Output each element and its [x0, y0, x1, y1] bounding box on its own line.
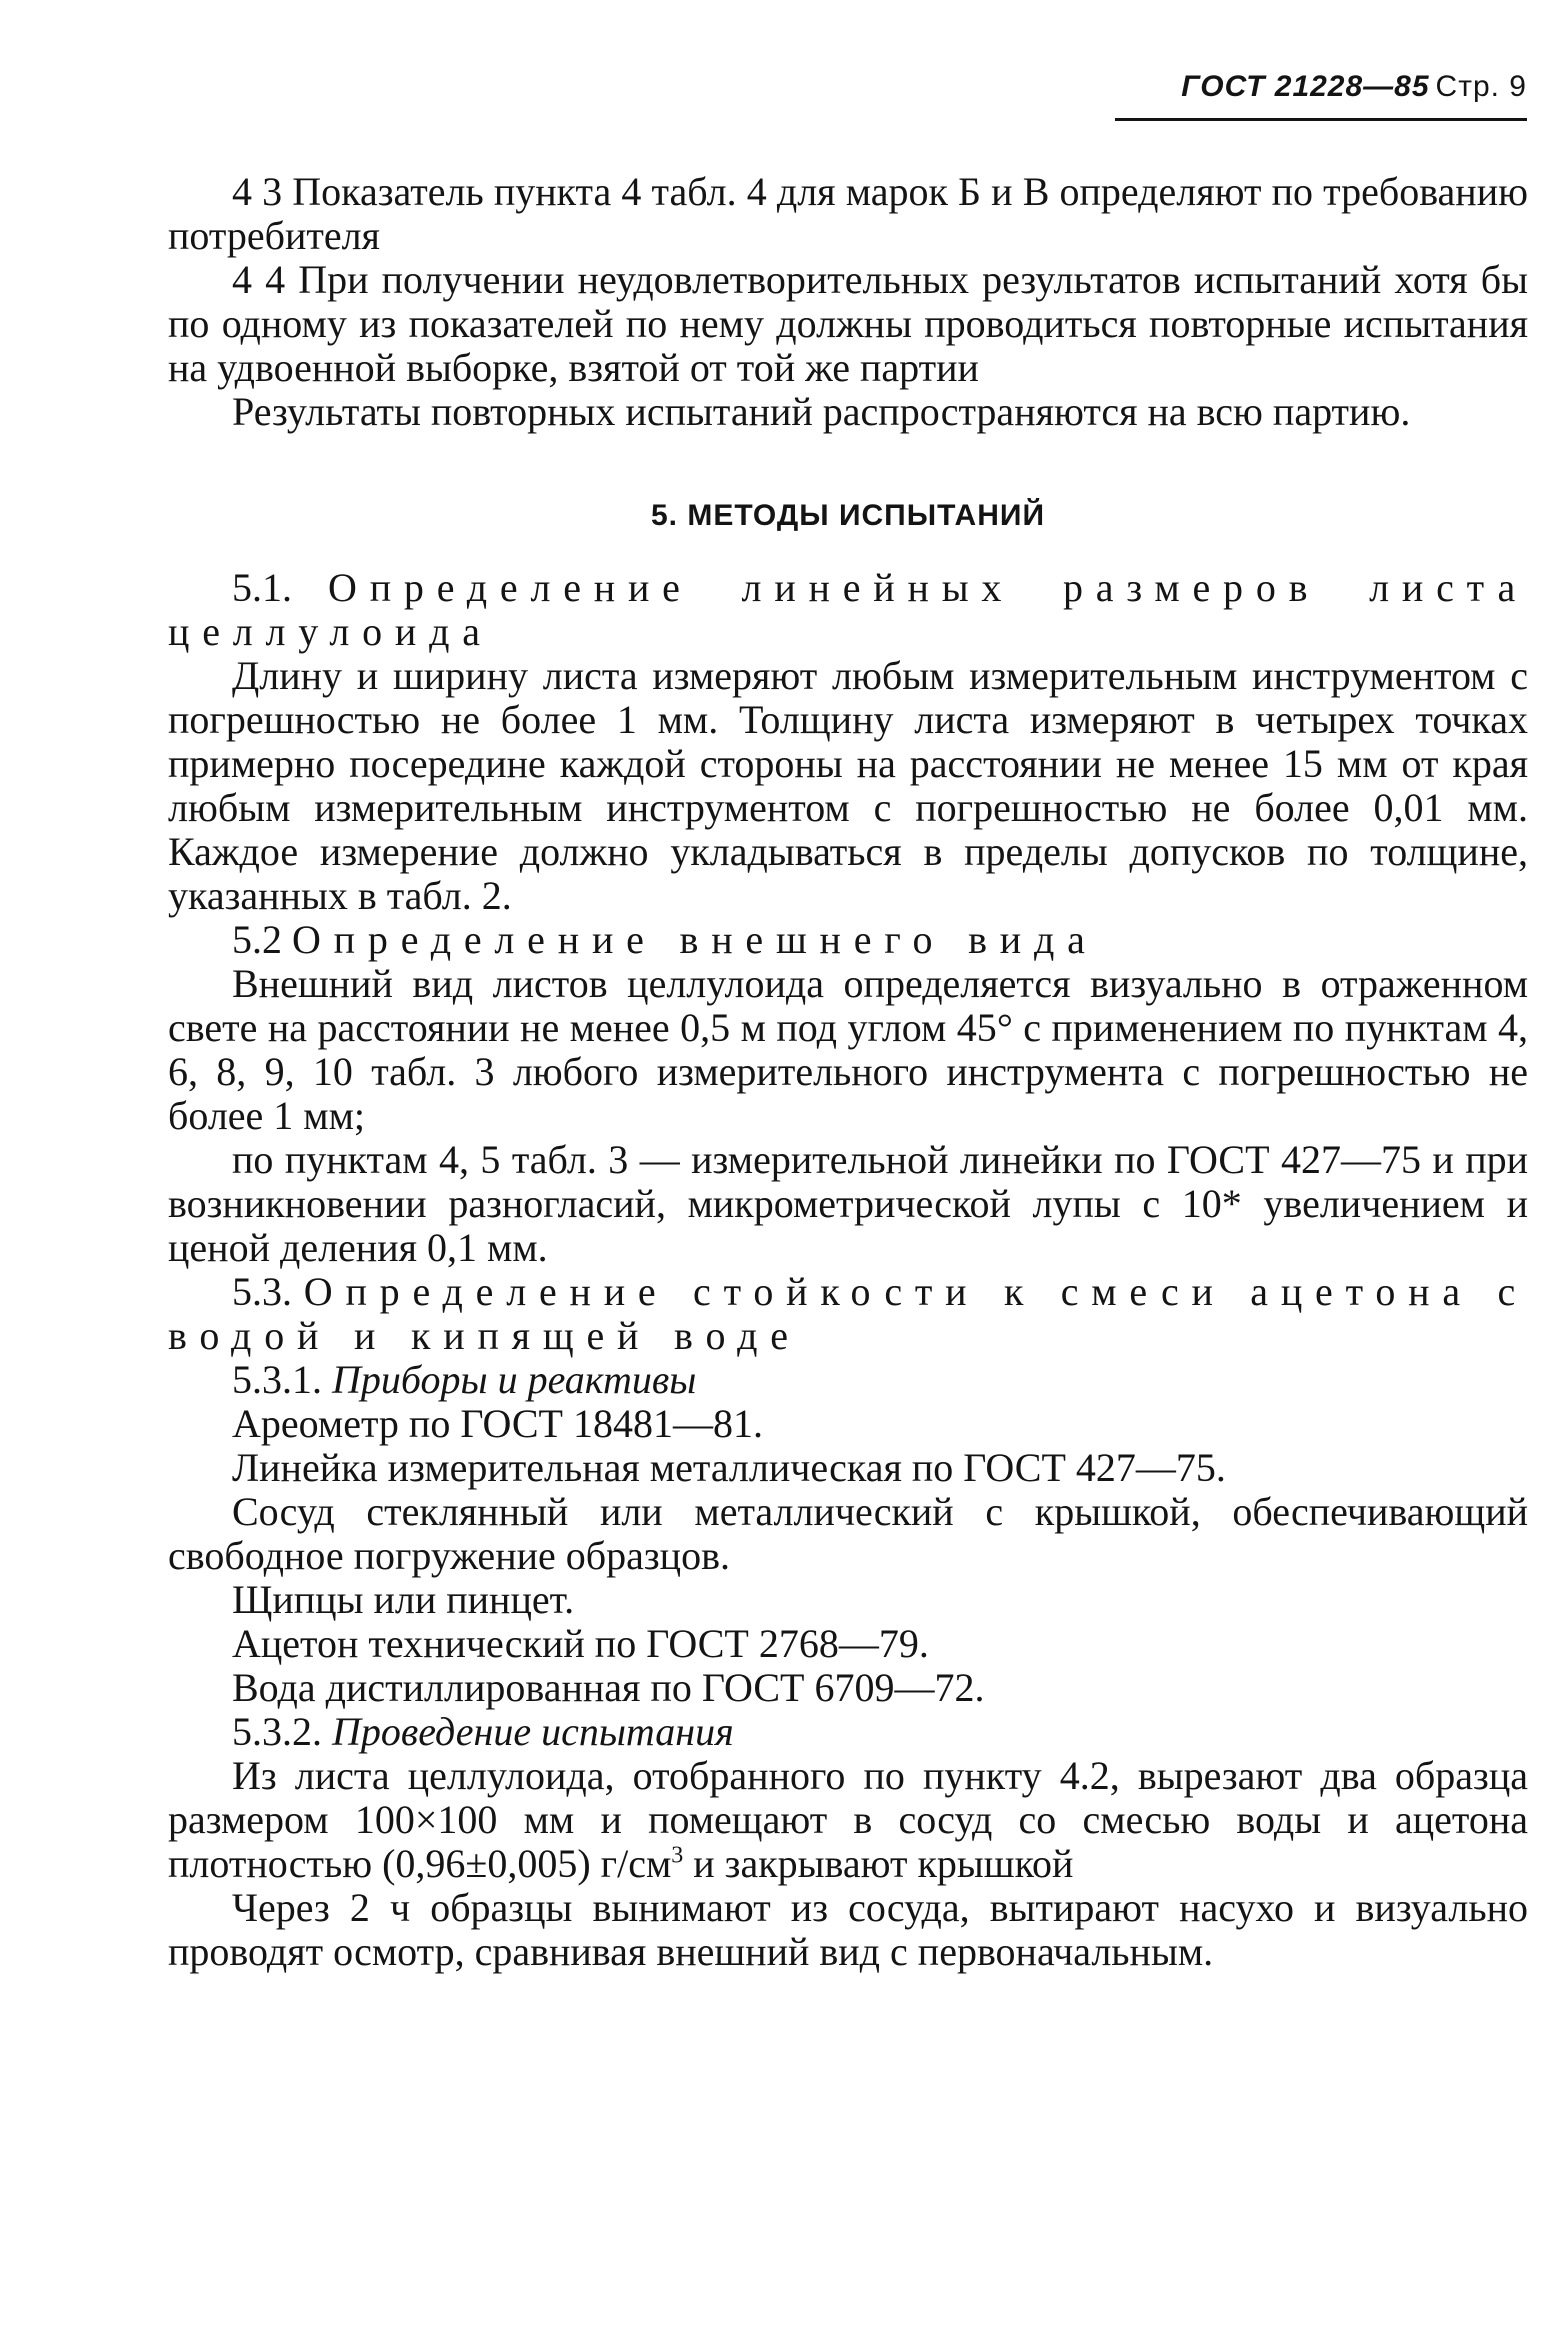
paragraph-5-3-2-procedure [168, 1754, 1528, 1886]
list-item: Ацетон технический по ГОСТ 2768—79. [232, 1621, 929, 1666]
doc-code: ГОСТ 21228—85 [1181, 70, 1430, 103]
paragraph-5-2-appearance [168, 962, 1528, 1138]
list-item: Линейка измерительная металлическая по ГОСТ 427—75. [232, 1445, 1226, 1490]
paragraph-5-1: Длину и ширину листа измеряют любым измерительным инструментом с погрешностью не более 1 мм. Толщину листа измеряют в четырех точках примерно посередине каждой стороны на расстоянии не менее 15 мм от края любым измерительным инструментом с погрешностью не более 0,01 мм. Каждое измерение должно укладываться в пределы допусков по толщине, указанных в табл. 2. [168, 653, 1528, 918]
list-item: Ареометр по ГОСТ 18481—81. [232, 1401, 763, 1446]
subsection-title: Определение стойкости к смеси ацетона с водой и кипящей воде [168, 1269, 1529, 1358]
text-run: Внешний вид листов целлулоида определяется визуально в отраженном свете на расстоянии не менее 0,5 м под углом 45 [168, 961, 1528, 1050]
subsection-5-2-title [168, 918, 1528, 962]
subsection-5-3-1-title [168, 1358, 1528, 1402]
list-item: Вода дистиллированная по ГОСТ 6709—72. [232, 1665, 985, 1710]
list-item: Щипцы или пинцет. [232, 1577, 575, 1622]
subsection-5-3-title [168, 1270, 1528, 1358]
header-rule [1115, 118, 1527, 121]
page-header [1181, 70, 1527, 104]
subsection-number: 5.2 [232, 917, 282, 962]
superscript: 3 [671, 1842, 684, 1869]
text-run: с применением по пунктам 4, 6, 8, 9, 10 табл. 3 любого измерительного инструмента с погрешностью не более 1 мм; [168, 1005, 1528, 1138]
subsection-title: Определение линейных размеров листа целлулоида [168, 565, 1529, 654]
subsection-5-1-title [168, 566, 1528, 654]
paragraph-4-4-results: Результаты повторных испытаний распространяются на всю партию. [232, 389, 1411, 434]
subsection-title: Приборы и реактивы [332, 1357, 697, 1402]
text-run: и закрывают крышкой [683, 1841, 1074, 1886]
subsection-title: Проведение испытания [332, 1709, 734, 1754]
subsection-number: 5.3.1. [232, 1357, 322, 1402]
subsection-number: 5.3.2. [232, 1709, 322, 1754]
paragraph-5-2-ruler [168, 1138, 1528, 1270]
paragraph-4-4: 4 4 При получении неудовлетворительных результатов испытаний хотя бы по одному из показателей по нему должны проводиться повторные испытания на удвоенной выборке, взятой от той же партии [168, 257, 1528, 390]
text-run: по пунктам 4, 5 табл. 3 — измерительной линейки по ГОСТ 427—75 и при возникновении разногласий, микрометрической лупы с 10 [168, 1137, 1528, 1226]
subsection-title: Определение внешнего вида [292, 917, 1098, 962]
asterisk: * [1221, 1181, 1242, 1226]
list-item: Сосуд стеклянный или металлический с крышкой, обеспечивающий свободное погружение образцов. [168, 1489, 1528, 1578]
document-body [168, 170, 1528, 1974]
text-run: Из листа целлулоида, отобранного по пункту 4.2, вырезают два образца размером 100×100 мм и помещают в сосуд со смесью воды и ацетона плотностью (0,96±0,005) г/см [168, 1753, 1528, 1886]
subsection-number: 5.1. [232, 565, 292, 610]
section-heading: 5. МЕТОДЫ ИСПЫТАНИЙ [651, 499, 1045, 532]
subsection-5-3-2-title [168, 1710, 1528, 1754]
subsection-number: 5.3. [232, 1269, 292, 1314]
paragraph-4-3: 4 3 Показатель пункта 4 табл. 4 для марок Б и В определяют по требованию потребителя [168, 169, 1528, 258]
degree-sign: ° [996, 1005, 1013, 1050]
text-run: увеличением и ценой деления 0,1 мм. [168, 1181, 1528, 1270]
page-number: Стр. 9 [1435, 70, 1527, 103]
paragraph-5-3-2-inspection: Через 2 ч образцы вынимают из сосуда, вытирают насухо и визуально проводят осмотр, сравнивая внешний вид с первоначальным. [168, 1885, 1528, 1974]
